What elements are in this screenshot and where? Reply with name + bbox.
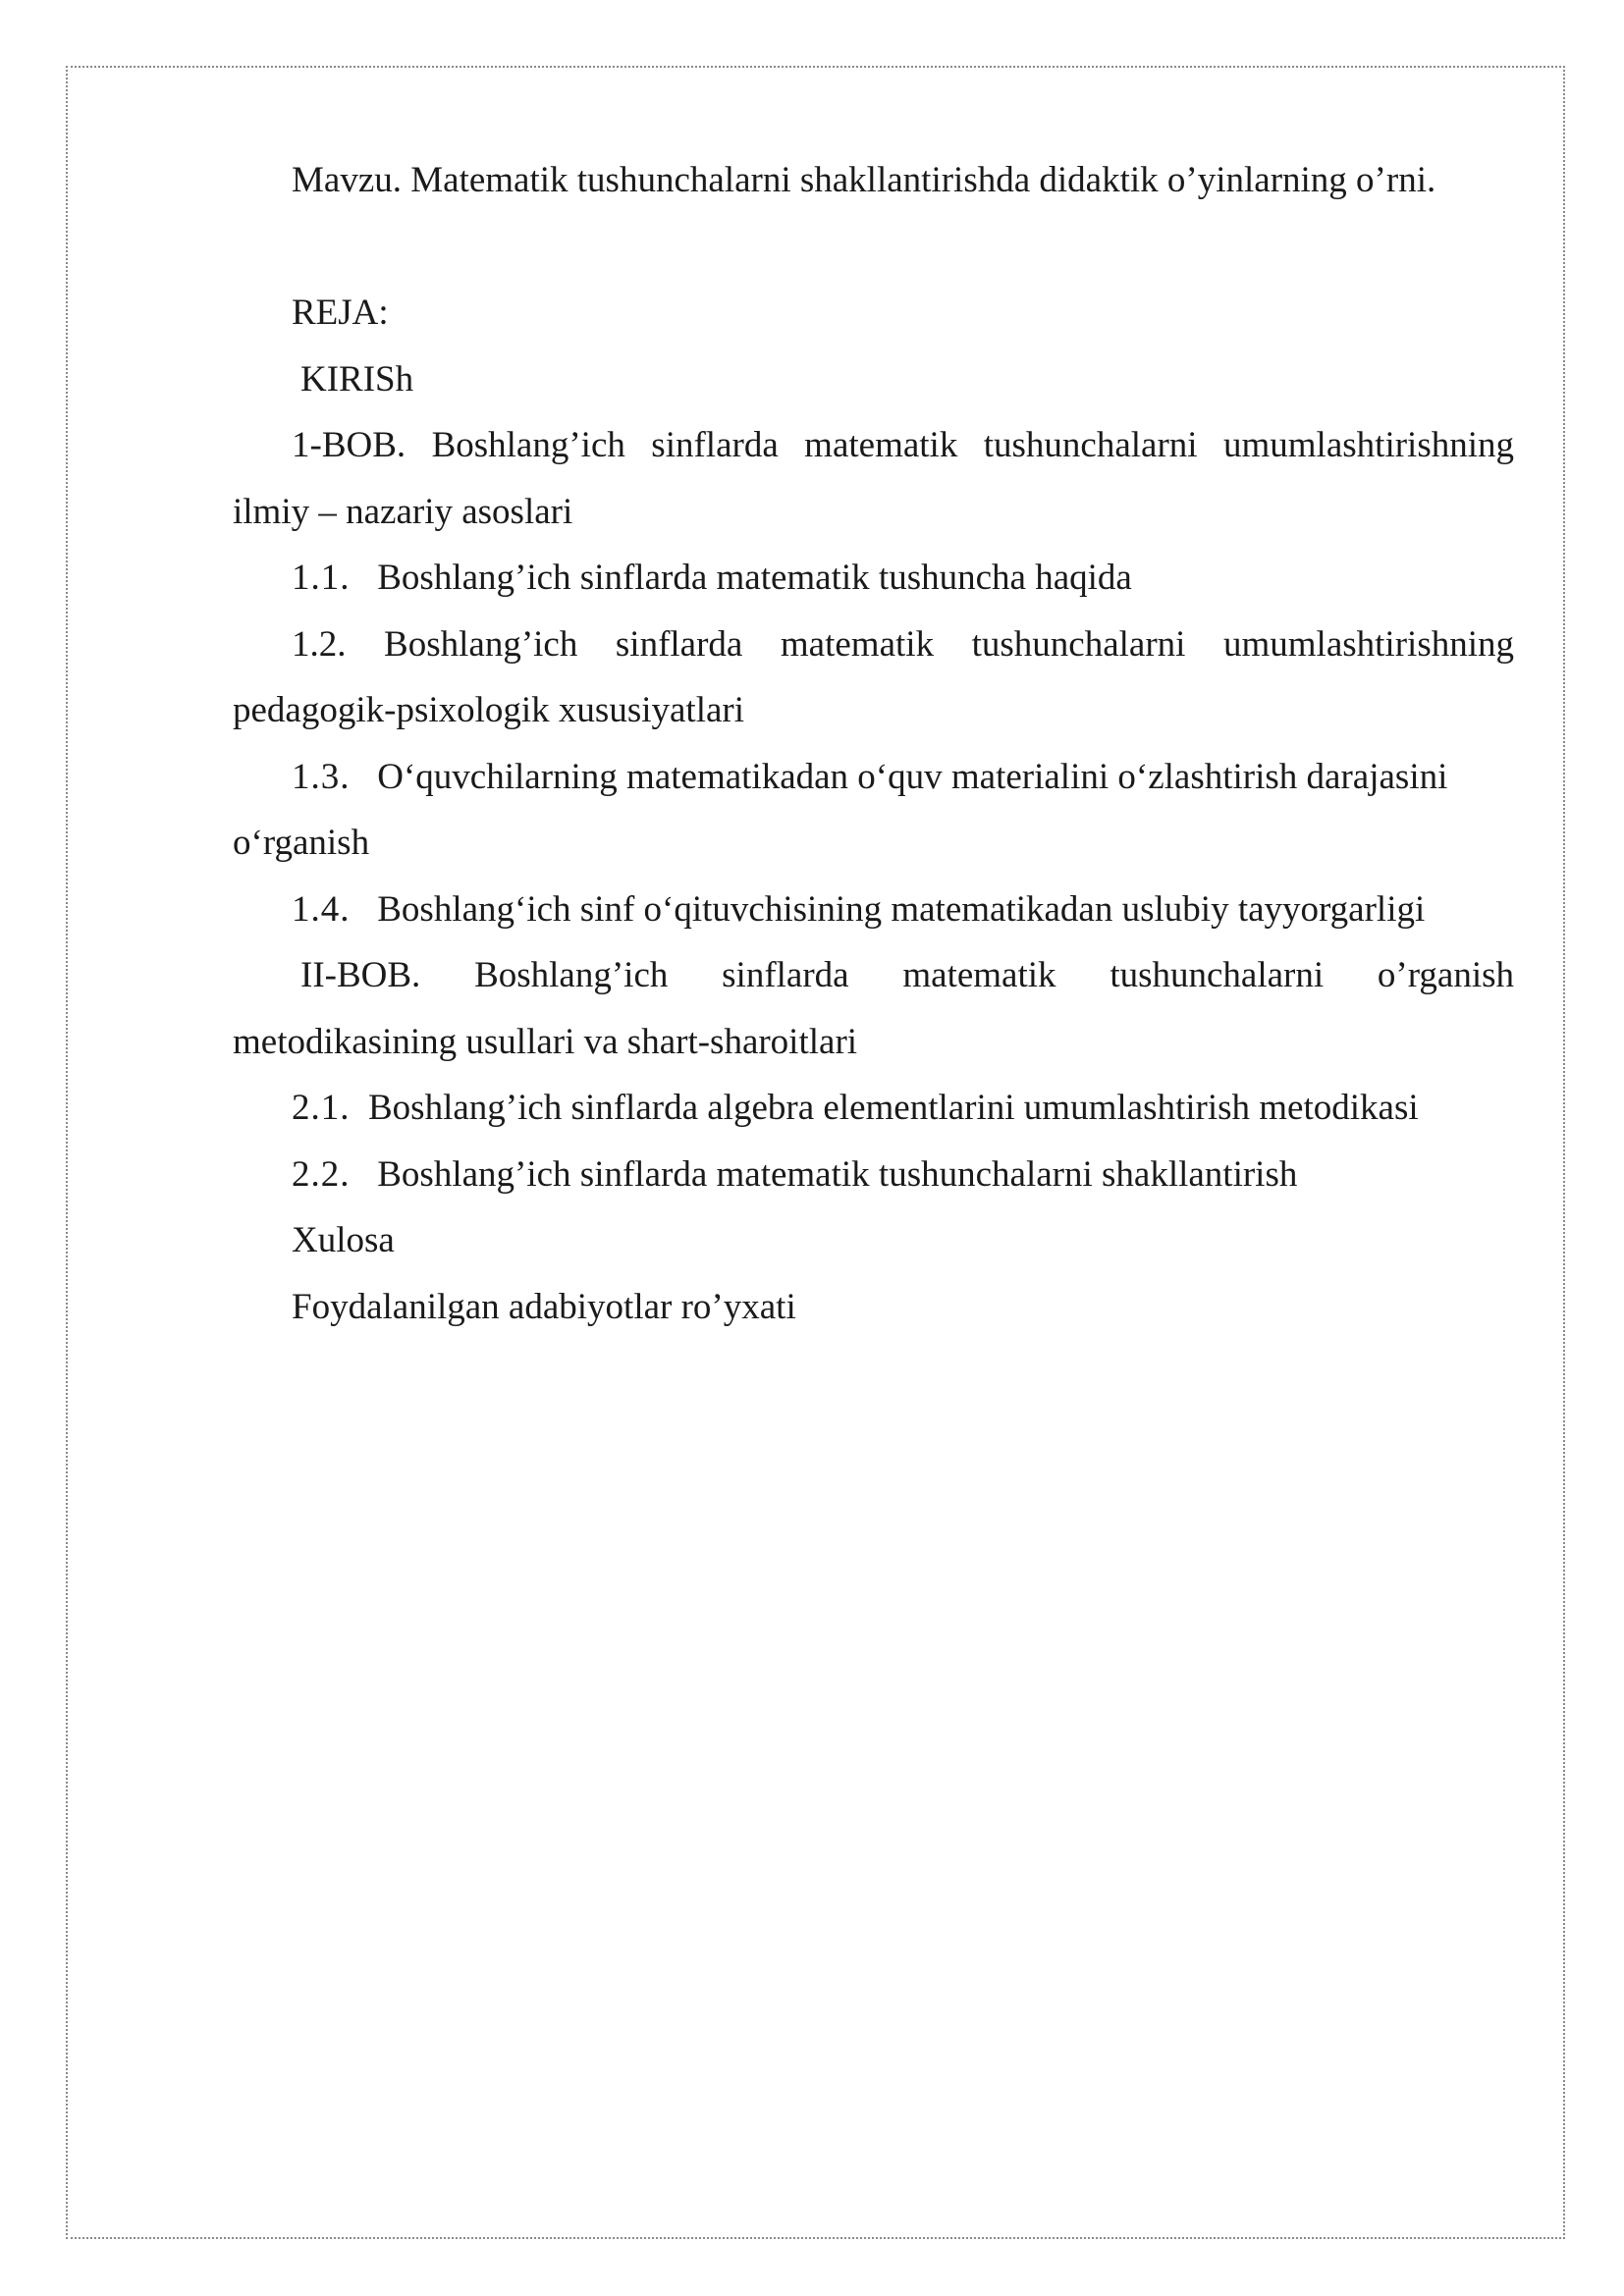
section-title: Boshlang’ich sinflarda algebra elementlarini umumlashtirish metodikasi [368, 1088, 1419, 1128]
toc-section-1-2-line1: 1.2. Boshlang’ich sinflarda matematik tushunchalarni umumlashtirishning [292, 623, 1514, 665]
section-title: Boshlang’ich sinflarda matematik tushuncha haqida [377, 558, 1132, 598]
section-number: 1.4. [292, 888, 351, 930]
blank-line [233, 214, 1514, 281]
toc-section-1-4 [233, 877, 1514, 943]
plan-heading: REJA: [292, 293, 389, 333]
toc-chapter2-line2: metodikasining usullari va shart-sharoitlari [233, 1021, 858, 1062]
toc-chapter1-line1: 1-BOB. Boshlang’ich sinflarda matematik tushunchalarni umumlashtirishning [292, 425, 1514, 465]
section-title: O‘quvchilarning matematikadan o‘quv materialini o‘zlashtirish darajasini [377, 756, 1448, 797]
section-number: 2.1. [292, 1088, 351, 1128]
document-body [233, 147, 1514, 1340]
toc-section-1-2-line2: pedagogik-psixologik xususiyatlari [233, 690, 745, 730]
section-title: Boshlang’ich sinflarda matematik tushunchalarni shakllantirish [377, 1153, 1298, 1195]
toc-references: Foydalanilgan adabiyotlar ro’yxati [292, 1286, 796, 1327]
topic-line: Mavzu. Matematik tushunchalarni shakllantirishda didaktik o’yinlarning o’rni. [292, 160, 1436, 200]
section-number: 1.3. [292, 756, 351, 797]
toc-section-1-3-line2: o‘rganish [233, 823, 370, 863]
toc-intro: KIRISh [300, 358, 414, 400]
toc-section-1-1 [233, 545, 1514, 612]
toc-section-2-1 [233, 1075, 1514, 1142]
toc-chapter2-line1: II-BOB. Boshlang’ich sinflarda matematik tushunchalarni o’rganish [300, 955, 1514, 995]
section-number: 2.2. [292, 1153, 351, 1195]
toc-section-1-3-line1 [233, 744, 1514, 811]
section-title: Boshlang‘ich sinf o‘qituvchisining matematikadan uslubiy tayyorgarligi [377, 888, 1426, 930]
section-number: 1.1. [292, 558, 351, 598]
toc-chapter1-line2: ilmiy – nazariy asoslari [233, 491, 573, 532]
toc-section-2-2 [233, 1142, 1514, 1208]
toc-conclusion: Xulosa [292, 1220, 395, 1260]
